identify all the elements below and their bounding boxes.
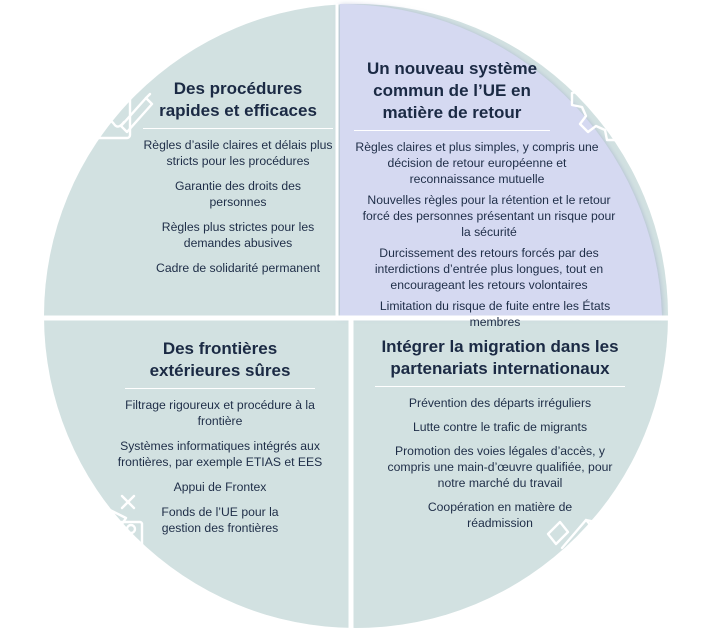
list-item: Cadre de solidarité permanent [156,261,320,275]
quadrant-return-system [350,58,650,335]
list-item: Filtrage rigoureux et procédure à la frontière [125,398,315,428]
quadrant-external-borders [100,338,340,545]
title-underline [375,386,625,387]
list-item: Lutte contre le trafic de migrants [412,420,588,434]
quadrant-title: Intégrer la migration dans les partenariats internationaux [381,337,619,378]
list-item: Appui de Frontex [173,480,267,494]
title-underline [354,130,550,131]
title-underline [143,128,333,129]
quadrant-international-partnerships [360,336,640,539]
title-underline [125,388,315,389]
list-item: Nouvelles règles pour la rétention et le retour forcé des personnes présentant un risque pour la sécurité [362,193,616,239]
list-item: Garantie des droits des personnes [174,179,301,209]
list-item: Règles claires et plus simples, y compris une décision de retour européenne et reconnaissance mutuelle [355,140,599,186]
quadrant-title: Des procédures rapides et efficaces [159,79,317,120]
quadrant-title: Un nouveau système commun de l’UE en matière de retour [366,59,538,122]
list-item: Promotion des voies légales d’accès, y compris une main-d’œuvre qualifiée, pour notre marché du travail [387,444,613,490]
quadrant-fast-procedures [118,78,358,285]
list-item: Règles d’asile claires et délais plus stricts pour les procédures [143,138,333,168]
list-item: Fonds de l’UE pour la gestion des frontières [161,505,279,535]
list-item: Coopération en matière de réadmission [427,500,573,530]
list-item: Limitation du risque de fuite entre les États membres [379,299,611,329]
list-item: Systèmes informatiques intégrés aux frontières, par exemple ETIAS et EES [117,439,323,469]
list-item: Règles plus strictes pour les demandes abusives [161,220,315,250]
list-item: Prévention des départs irréguliers [408,396,592,410]
list-item: Durcissement des retours forcés par des interdictions d’entrée plus longues, tout en encourageant les retours volontaires [374,246,604,292]
quadrant-title: Des frontières extérieures sûres [149,339,291,380]
